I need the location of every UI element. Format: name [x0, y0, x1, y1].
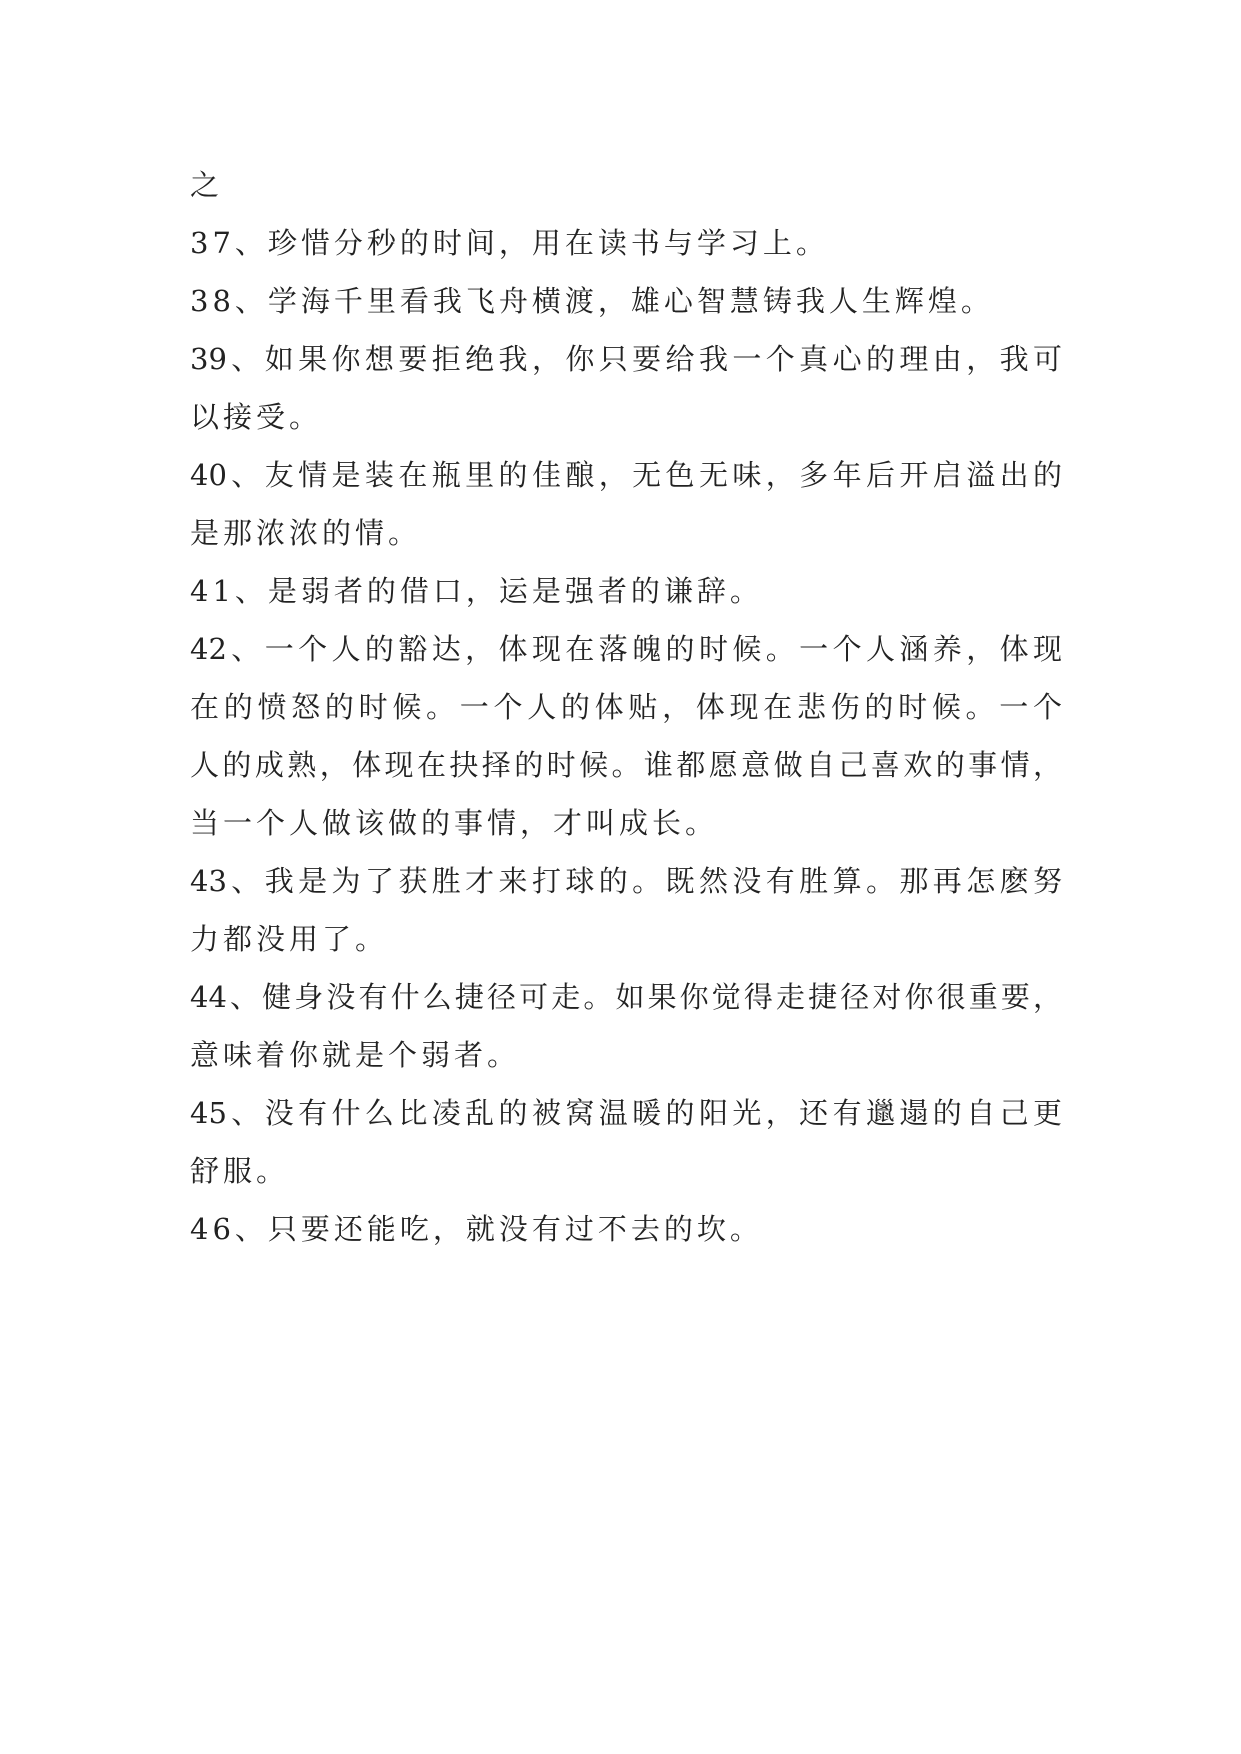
text-line: 在的愤怒的时候。一个人的体贴，体现在悲伤的时候。一个 — [190, 690, 1062, 724]
text-line: 44、健身没有什么捷径可走。如果你觉得走捷径对你很重要， — [190, 980, 1062, 1014]
text-line: 当一个人做该做的事情，才叫成长。 — [190, 806, 719, 840]
text-line: 之 — [190, 168, 224, 202]
text-line: 45、没有什么比凌乱的被窝温暖的阳光，还有邋遢的自己更 — [190, 1096, 1062, 1130]
text-line: 46、只要还能吃，就没有过不去的坎。 — [190, 1212, 763, 1246]
text-line: 39、如果你想要拒绝我，你只要给我一个真心的理由，我可 — [190, 342, 1062, 376]
text-line: 是那浓浓的情。 — [190, 516, 422, 550]
text-line: 人的成熟，体现在抉择的时候。谁都愿意做自己喜欢的事情， — [190, 748, 1062, 782]
text-line: 42、一个人的豁达，体现在落魄的时候。一个人涵养，体现 — [190, 632, 1062, 666]
text-line: 40、友情是装在瓶里的佳酿，无色无味，多年后开启溢出的 — [190, 458, 1062, 492]
text-line: 38、学海千里看我飞舟横渡，雄心智慧铸我人生辉煌。 — [190, 284, 994, 318]
text-line: 意味着你就是个弱者。 — [190, 1038, 521, 1072]
text-line: 43、我是为了获胜才来打球的。既然没有胜算。那再怎麽努 — [190, 864, 1062, 898]
text-line: 37、珍惜分秒的时间，用在读书与学习上。 — [190, 226, 829, 260]
text-line: 力都没用了。 — [190, 922, 389, 956]
text-line: 舒服。 — [190, 1154, 290, 1188]
text-line: 41、是弱者的借口，运是强者的谦辞。 — [190, 574, 763, 608]
text-line: 以接受。 — [190, 400, 323, 434]
